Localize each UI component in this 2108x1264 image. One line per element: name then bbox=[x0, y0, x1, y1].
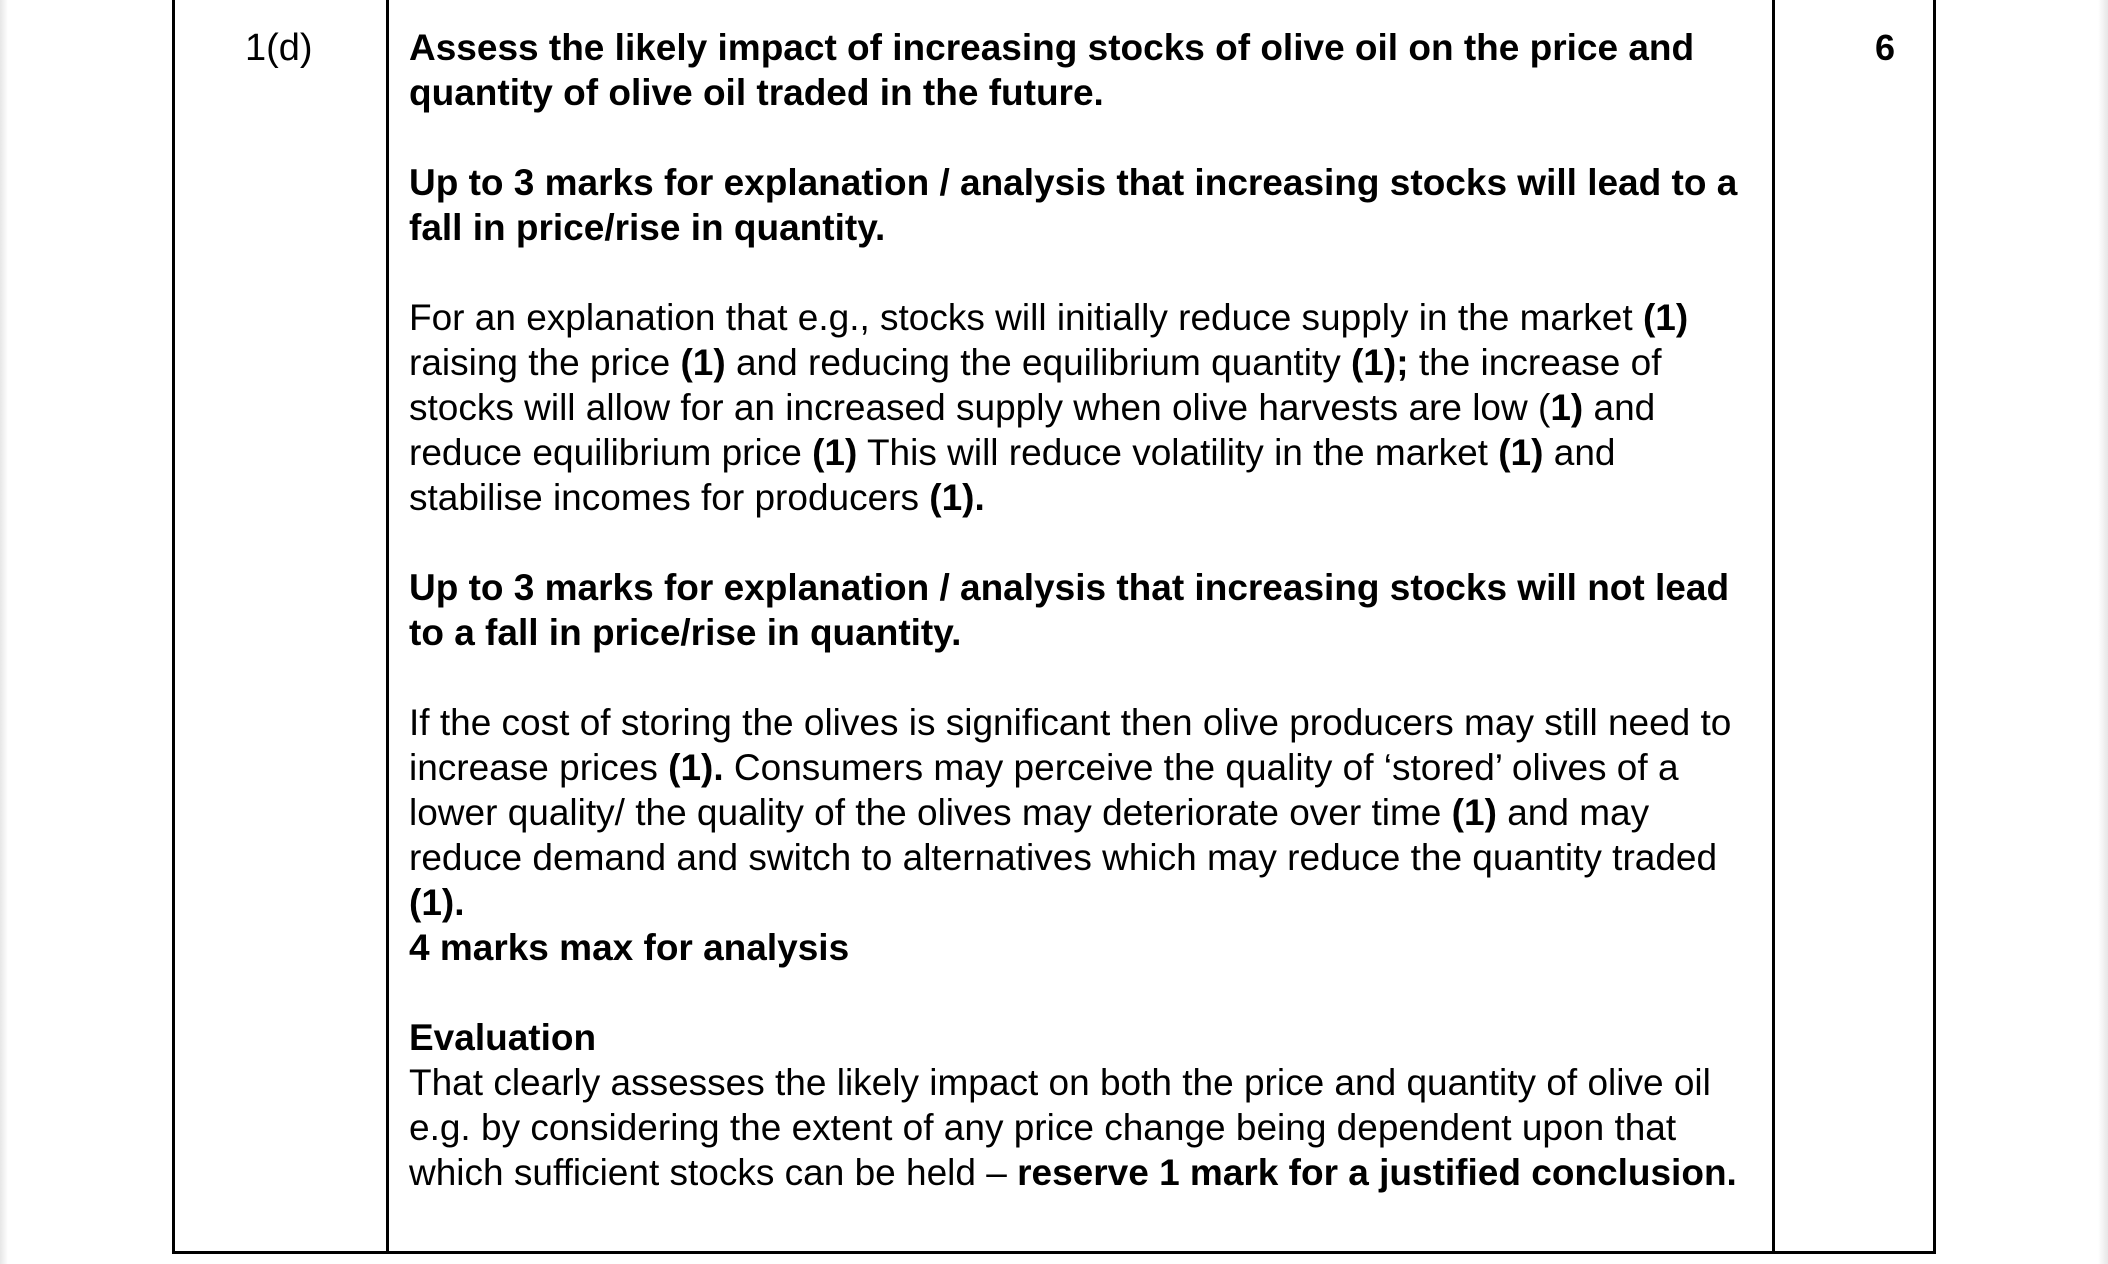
evaluation-body: That clearly assesses the likely impact on both the price and quantity of olive oil e.g. by considering the extent of any price change being dependent upon that which sufficient stocks can be held – bbox=[409, 1062, 1711, 1193]
not-fall-text-2: Consumers may perceive the quality of ‘stored’ olives of a lower quality/ the quality of the olives may deteriorate over time bbox=[409, 747, 1679, 833]
column-divider-marks bbox=[1772, 0, 1775, 1251]
fall-text-6: This will reduce volatility in the market bbox=[866, 432, 1488, 473]
evaluation-reserve-note: reserve 1 mark for a justified conclusion. bbox=[1017, 1152, 1737, 1193]
fall-mark-7: (1). bbox=[929, 477, 985, 518]
analysis-max-note: 4 marks max for analysis bbox=[409, 927, 850, 968]
question-number: 1(d) bbox=[245, 27, 313, 69]
evaluation-text bbox=[409, 1060, 1754, 1195]
fall-mark-3: (1); bbox=[1350, 342, 1409, 383]
not-fall-text-3: and may reduce demand and switch to alternatives which may reduce the quantity traded bbox=[409, 792, 1718, 878]
fall-mark-1: (1) bbox=[1642, 297, 1689, 338]
page-edge-right bbox=[2098, 0, 2108, 1264]
fall-mark-2: (1) bbox=[680, 342, 726, 383]
question-prompt: Assess the likely impact of increasing stocks of olive oil on the price and quantity of olive oil traded in the future. bbox=[409, 27, 1695, 113]
page-edge-left bbox=[0, 0, 8, 1264]
not-fall-mark-1: (1). bbox=[668, 747, 724, 788]
fall-text-7: and stabilise incomes for producers bbox=[409, 432, 1616, 518]
evaluation-heading: Evaluation bbox=[409, 1017, 597, 1058]
column-divider-question bbox=[386, 0, 389, 1251]
fall-text-5: and reduce equilibrium price bbox=[409, 387, 1656, 473]
fall-mark-5: (1) bbox=[812, 432, 858, 473]
fall-text-4: the increase of stocks will allow for an increased supply when olive harvests are low ( bbox=[409, 342, 1662, 428]
not-fall-text-1: If the cost of storing the olives is significant then olive producers may still need to increase prices bbox=[409, 702, 1732, 788]
marks-value: 6 bbox=[1874, 27, 1895, 68]
not-fall-section-heading: Up to 3 marks for explanation / analysis that increasing stocks will not lead to a fall in price/rise in quantity. bbox=[409, 567, 1730, 653]
fall-section-text bbox=[409, 295, 1754, 520]
not-fall-mark-3: (1). bbox=[409, 882, 465, 923]
fall-mark-4: 1) bbox=[1550, 387, 1584, 428]
fall-text-3: and reducing the equilibrium quantity bbox=[735, 342, 1341, 383]
fall-text-1: For an explanation that e.g., stocks will initially reduce supply in the market bbox=[409, 297, 1633, 338]
not-fall-section-text bbox=[409, 700, 1754, 925]
answer-column bbox=[409, 25, 1754, 1195]
fall-mark-6: (1) bbox=[1498, 432, 1544, 473]
fall-section-heading: Up to 3 marks for explanation / analysis that increasing stocks will lead to a fall in price/rise in quantity. bbox=[409, 162, 1738, 248]
fall-text-2: raising the price bbox=[409, 342, 671, 383]
not-fall-mark-2: (1) bbox=[1451, 792, 1497, 833]
mark-scheme-table bbox=[172, 0, 1936, 1254]
